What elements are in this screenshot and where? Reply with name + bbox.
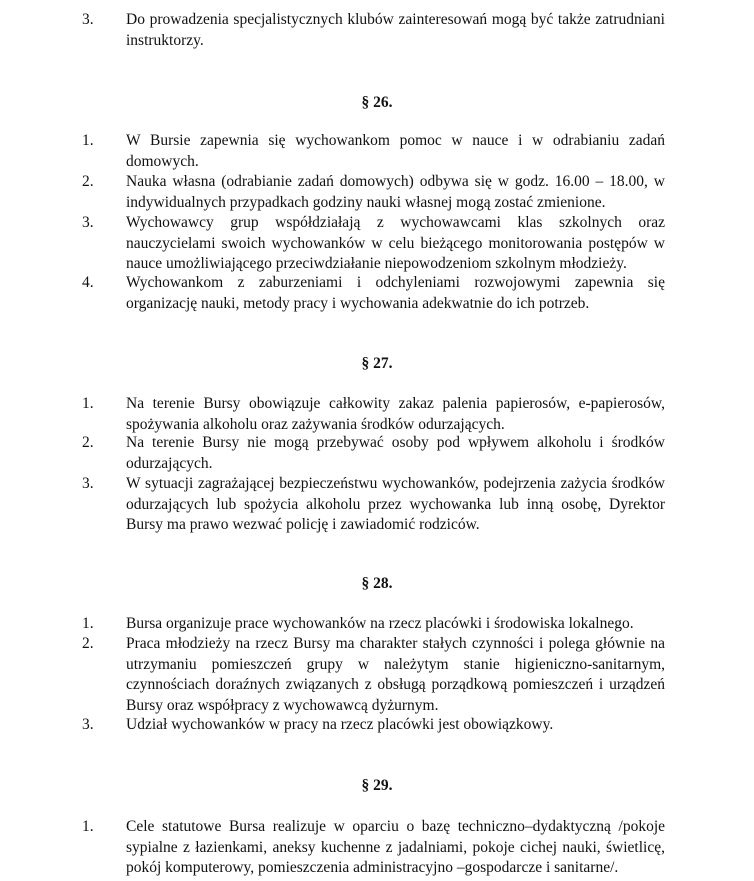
section-title: § 27. bbox=[361, 355, 393, 372]
item-number: 3. bbox=[82, 11, 94, 28]
item-number: 1. bbox=[82, 615, 94, 632]
item-number: 1. bbox=[82, 818, 94, 835]
item-text: W Bursie zapewnia się wychowankom pomoc w nauce i w odrabianiu zadań domowych. bbox=[126, 132, 665, 170]
section-title: § 28. bbox=[361, 575, 393, 592]
item-text: Wychowawcy grup współdziałają z wychowawcami klas szkolnych oraz nauczycielami swoich wychowanków w celu bieżącego monitorowania postępów w nauce umożliwiającego przeciwdziałanie niepowodzeniom szkolnym młodzieży. bbox=[126, 214, 665, 272]
item-text: W sytuacji zagrażającej bezpieczeństwu wychowanków, podejrzenia zażycia środków odurzających lub spożycia alkoholu przez wychowanka lub inną osobę, Dyrektor Bursy ma prawo wezwać policję i zawiadomić rodziców. bbox=[126, 475, 665, 533]
item-number: 3. bbox=[82, 214, 94, 231]
item-number: 1. bbox=[82, 395, 94, 412]
item-text: Wychowankom z zaburzeniami i odchyleniami rozwojowymi zapewnia się organizację nauki, metody pracy i wychowania adekwatnie do ich potrzeb. bbox=[126, 274, 665, 312]
item-text: Praca młodzieży na rzecz Bursy ma charakter stałych czynności i polega głównie na utrzymaniu pomieszczeń grupy w należytym stanie higieniczno-sanitarnym, czynnościach doraźnych związanych z obsługą porządkową pomieszczeń i urządzeń Bursy oraz współpracy z wychowawcą dyżurnym. bbox=[126, 635, 665, 714]
item-number: 1. bbox=[82, 132, 94, 149]
item-text: Do prowadzenia specjalistycznych klubów zainteresowań mogą być także zatrudniani instruktorzy. bbox=[126, 11, 665, 49]
item-number: 3. bbox=[82, 716, 94, 733]
item-text: Na terenie Bursy nie mogą przebywać osoby pod wpływem alkoholu i środków odurzających. bbox=[126, 434, 665, 472]
item-text: Nauka własna (odrabianie zadań domowych) odbywa się w godz. 16.00 – 18.00, w indywidualnych przypadkach godziny nauki własnej mogą zostać zmienione. bbox=[126, 173, 665, 211]
item-number: 2. bbox=[82, 173, 94, 190]
item-number: 2. bbox=[82, 635, 94, 652]
item-text: Udział wychowanków w pracy na rzecz placówki jest obowiązkowy. bbox=[126, 716, 554, 733]
item-text: Bursa organizuje prace wychowanków na rzecz placówki i środowiska lokalnego. bbox=[126, 615, 634, 632]
item-number: 4. bbox=[82, 274, 94, 291]
item-text: Cele statutowe Bursa realizuje w oparciu o bazę techniczno–dydaktyczną /pokoje sypialne z łazienkami, aneksy kuchenne z jadalniami, pokoje cichej nauki, świetlicę, pokój komputerowy, pomieszczenia administracyjno –gospodarcze i sanitarne/. bbox=[126, 818, 665, 876]
item-text: Na terenie Bursy obowiązuje całkowity zakaz palenia papierosów, e-papierosów, spożywania alkoholu oraz zażywania środków odurzających. bbox=[126, 395, 665, 433]
section-title: § 26. bbox=[361, 94, 393, 111]
section-title: § 29. bbox=[361, 777, 393, 794]
item-number: 3. bbox=[82, 475, 94, 492]
item-number: 2. bbox=[82, 434, 94, 451]
